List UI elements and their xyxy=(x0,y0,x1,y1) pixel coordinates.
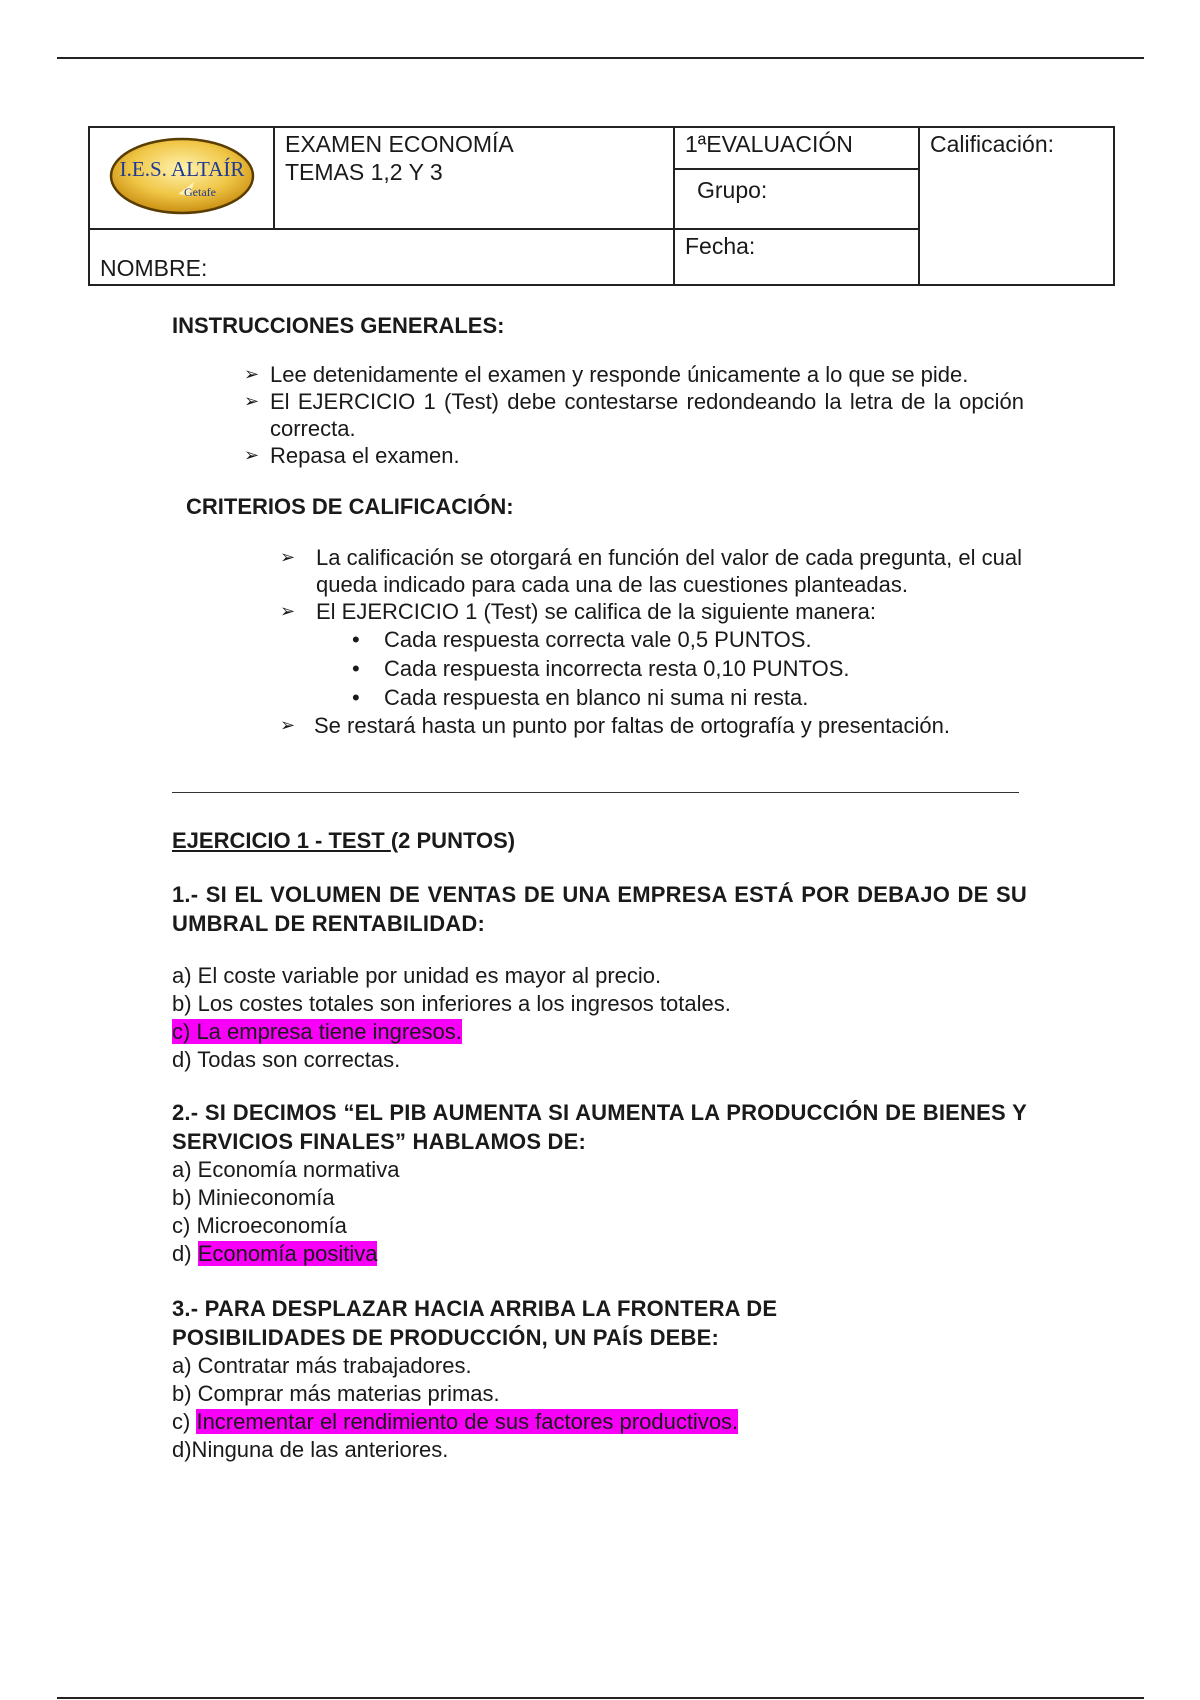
question-3-title xyxy=(172,1294,1027,1352)
exercise-title-points: (2 PUNTOS) xyxy=(390,828,516,853)
criteria-subitem: • Cada respuesta incorrecta resta 0,10 PUNTOS. xyxy=(352,654,1027,683)
criteria-list-2 xyxy=(280,712,1022,739)
question-3-title-line1: 3.- PARA DESPLAZAR HACIA ARRIBA LA FRONTERA DE xyxy=(172,1296,778,1321)
question-3-title-line2: POSIBILIDADES DE PRODUCCIÓN, UN PAÍS DEBE: xyxy=(172,1325,720,1350)
exam-title-line2: TEMAS 1,2 Y 3 xyxy=(285,159,443,185)
name-label: NOMBRE: xyxy=(100,255,208,281)
exam-title-line1: EXAMEN ECONOMÍA xyxy=(285,131,514,157)
option: d) Todas son correctas. xyxy=(172,1047,401,1072)
option-prefix: d) xyxy=(172,1241,198,1266)
option: a) El coste variable por unidad es mayor al precio. xyxy=(172,963,662,988)
criteria-item: ➢ El EJERCICIO 1 (Test) se califica de la siguiente manera: xyxy=(280,598,1022,625)
exercise-title xyxy=(172,827,1027,854)
criteria-sublist xyxy=(280,625,1027,712)
option-highlighted: Incrementar el rendimiento de sus factores productivos. xyxy=(196,1409,739,1434)
grade-label: Calificación: xyxy=(930,131,1054,157)
logo-text: I.E.S. ALTAÍR xyxy=(119,157,245,181)
group-label: Grupo: xyxy=(697,177,768,203)
name-cell xyxy=(89,229,674,285)
option: c) Microeconomía xyxy=(172,1213,347,1238)
option-prefix: c) xyxy=(172,1409,197,1434)
group-cell xyxy=(674,169,919,229)
section-divider xyxy=(172,792,1019,793)
option-highlighted: Economía positiva xyxy=(197,1241,378,1266)
option: d)Ninguna de las anteriores. xyxy=(172,1437,449,1462)
criteria-subitem: • Cada respuesta correcta vale 0,5 PUNTOS. xyxy=(352,625,1027,654)
date-cell xyxy=(674,229,919,285)
instructions-title: INSTRUCCIONES GENERALES: xyxy=(172,313,505,338)
exam-title-cell xyxy=(274,127,674,229)
date-label: Fecha: xyxy=(685,233,756,259)
option: b) Los costes totales son inferiores a los ingresos totales. xyxy=(172,991,731,1016)
criteria-item: ➢ Se restará hasta un punto por faltas de ortografía y presentación. xyxy=(280,712,1022,739)
question-1-options xyxy=(172,962,1027,1074)
instructions-list xyxy=(244,361,1024,469)
school-logo xyxy=(108,136,256,216)
evaluation-label: 1ªEVALUACIÓN xyxy=(685,131,853,157)
criteria-title: CRITERIOS DE CALIFICACIÓN: xyxy=(186,494,514,519)
question-2-title: 2.- SI DECIMOS “EL PIB AUMENTA SI AUMENTA LA PRODUCCIÓN DE BIENES Y SERVICIOS FINALES” HABLAMOS DE: xyxy=(172,1100,1027,1154)
question-3-options xyxy=(172,1352,1027,1464)
question-1-title: 1.- SI EL VOLUMEN DE VENTAS DE UNA EMPRESA ESTÁ POR DEBAJO DE SU UMBRAL DE RENTABILIDAD: xyxy=(172,882,1027,936)
instruction-item: ➢ Lee detenidamente el examen y responde únicamente a lo que se pide. xyxy=(244,361,1024,388)
option: a) Contratar más trabajadores. xyxy=(172,1353,472,1378)
top-rule xyxy=(57,57,1144,59)
bottom-rule xyxy=(57,1697,1144,1699)
option: b) Minieconomía xyxy=(172,1185,335,1210)
logo-cell xyxy=(89,127,274,229)
exam-header-table xyxy=(88,126,1115,286)
question-2-options xyxy=(172,1156,1027,1268)
option: b) Comprar más materias primas. xyxy=(172,1381,500,1406)
criteria-item: ➢ La calificación se otorgará en función del valor de cada pregunta, el cual queda indicado para cada una de las cuestiones planteadas. xyxy=(280,544,1022,598)
option: a) Economía normativa xyxy=(172,1157,400,1182)
instruction-item: ➢ Repasa el examen. xyxy=(244,442,1024,469)
evaluation-cell xyxy=(674,127,919,169)
exam-content xyxy=(172,312,1027,1464)
grade-cell xyxy=(919,127,1114,285)
criteria-list xyxy=(280,544,1022,625)
instruction-item: ➢ El EJERCICIO 1 (Test) debe contestarse redondeando la letra de la opción correcta. xyxy=(244,388,1024,442)
criteria-subitem: • Cada respuesta en blanco ni suma ni resta. xyxy=(352,683,1027,712)
option-highlighted: c) La empresa tiene ingresos. xyxy=(172,1019,462,1044)
exercise-title-underlined: EJERCICIO 1 - TEST xyxy=(172,828,391,853)
logo-subtext: Getafe xyxy=(184,185,216,199)
